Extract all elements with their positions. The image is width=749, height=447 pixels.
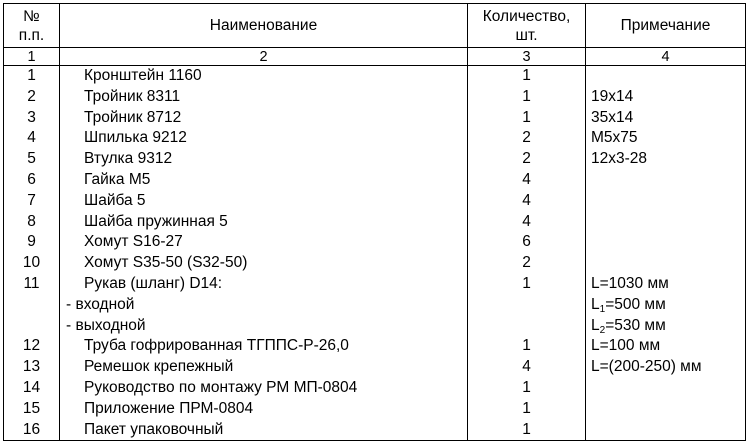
row-number: 6 [4,170,60,191]
row-note: L=100 мм [586,336,746,357]
row-name: Кронштейн 1160 [60,66,468,87]
row-quantity: 1 [468,378,586,399]
table-row [4,191,746,212]
row-note [586,399,746,420]
row-quantity: 1 [468,87,586,108]
header-row [4,4,746,48]
row-note: М5x75 [586,128,746,149]
table-body [4,66,746,441]
note-suffix: =500 мм [605,295,666,313]
row-name: Ремешок крепежный [60,357,468,378]
row-quantity: 1 [468,336,586,357]
row-note [586,253,746,274]
row-note [586,295,746,316]
row-note [586,66,746,87]
note-suffix: =530 мм [605,316,666,334]
row-note [586,420,746,441]
row-note [586,170,746,191]
row-name: Руководство по монтажу РМ МП-0804 [60,378,468,399]
row-note [586,191,746,212]
row-note: 35x14 [586,108,746,129]
table-row [4,149,746,170]
row-note [586,232,746,253]
row-name: Рукав (шланг) D14: [60,274,468,295]
row-name: Втулка 9312 [60,149,468,170]
column-number-row [4,48,746,66]
row-name: - выходной [60,316,468,337]
row-note [586,212,746,233]
row-number: 3 [4,108,60,129]
row-name: Труба гофрированная ТГППС-Р-26,0 [60,336,468,357]
table-row [4,128,746,149]
row-number [4,316,60,337]
col-number-4: 4 [586,48,746,66]
row-quantity: 4 [468,212,586,233]
row-name: Хомут S16-27 [60,232,468,253]
table-row [4,232,746,253]
table-row [4,420,746,441]
row-note: 12x3-28 [586,149,746,170]
table-row [4,274,746,295]
table-row [4,378,746,399]
row-number: 5 [4,149,60,170]
table-row [4,212,746,233]
row-number: 11 [4,274,60,295]
row-number: 1 [4,66,60,87]
row-quantity [468,316,586,337]
row-number: 9 [4,232,60,253]
table-row [4,108,746,129]
row-number: 12 [4,336,60,357]
row-quantity [468,295,586,316]
header-qty-line1: Количество, [482,7,571,25]
header-num-line1: № [23,7,40,25]
row-number: 13 [4,357,60,378]
table-row [4,295,746,316]
header-note: Примечание [586,4,746,48]
row-name: Приложение ПРМ-0804 [60,399,468,420]
col-number-2: 2 [60,48,468,66]
header-qty [468,4,586,48]
table-row [4,253,746,274]
row-number: 10 [4,253,60,274]
row-quantity: 4 [468,191,586,212]
row-note [586,316,746,337]
note-prefix: L [591,316,600,334]
row-quantity: 2 [468,253,586,274]
row-number [4,295,60,316]
row-note: 19x14 [586,87,746,108]
row-quantity: 1 [468,108,586,129]
table-row [4,399,746,420]
row-quantity: 1 [468,399,586,420]
note-subscript: 2 [599,324,606,336]
row-name: Тройник 8311 [60,87,468,108]
row-note [586,378,746,399]
table-row [4,336,746,357]
col-number-3: 3 [468,48,586,66]
row-name: Шайба 5 [60,191,468,212]
row-number: 7 [4,191,60,212]
note-subscript: 1 [599,303,606,315]
table-row [4,87,746,108]
row-name: Шайба пружинная 5 [60,212,468,233]
col-number-1: 1 [4,48,60,66]
header-num [4,4,60,48]
note-prefix: L [591,295,600,313]
row-quantity: 1 [468,66,586,87]
row-name: Хомут S35-50 (S32-50) [60,253,468,274]
row-name: Пакет упаковочный [60,420,468,441]
row-number: 2 [4,87,60,108]
row-note: L=(200-250) мм [586,357,746,378]
row-quantity: 2 [468,149,586,170]
row-quantity: 2 [468,128,586,149]
table-row [4,357,746,378]
row-quantity: 4 [468,170,586,191]
row-number: 4 [4,128,60,149]
row-name: Тройник 8712 [60,108,468,129]
parts-table [3,3,746,441]
row-name: Шпилька 9212 [60,128,468,149]
row-quantity: 1 [468,274,586,295]
row-note: L=1030 мм [586,274,746,295]
row-number: 15 [4,399,60,420]
header-qty-line2: шт. [515,26,538,44]
table-row [4,316,746,337]
row-number: 8 [4,212,60,233]
row-name: - входной [60,295,468,316]
row-quantity: 6 [468,232,586,253]
table-row [4,170,746,191]
header-num-line2: п.п. [18,26,45,44]
header-name: Наименование [60,4,468,48]
row-name: Гайка М5 [60,170,468,191]
row-number: 16 [4,420,60,441]
row-quantity: 4 [468,357,586,378]
table-row [4,66,746,87]
row-quantity: 1 [468,420,586,441]
row-number: 14 [4,378,60,399]
